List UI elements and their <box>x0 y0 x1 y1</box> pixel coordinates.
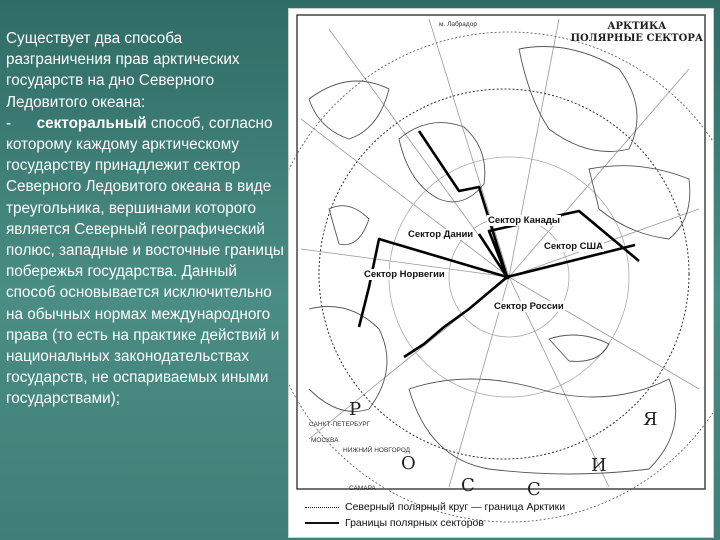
bold-term: секторальный <box>36 114 147 132</box>
letter-o: О <box>401 453 416 474</box>
sector-usa: Сектор США <box>544 241 603 252</box>
bullet-dash: - <box>6 114 12 132</box>
sector-method-paragraph <box>6 113 288 410</box>
place-labrador: м. Лабрадор <box>439 21 477 28</box>
letter-r: Р <box>349 399 362 420</box>
intro-paragraph: Существует два способа разграничения прав арктических государств на дно Северного Ледовитого океана: <box>6 30 240 111</box>
method-description: способ, согласно которому каждому арктическому государству принадлежит сектор Северного Ледовитого океана в виде треугольника, вершинами которого является Северный географический полюс, западные и восточные границы побережья государства. Данный способ основывается исключительно на обычных нормах международного права (то есть на практике действий и национальных законодательствах государств, не оспариваемых иными государствами); <box>6 114 284 408</box>
place-samara: САМАРА <box>349 485 376 492</box>
map-title-main: АРКТИКА <box>607 21 667 32</box>
sector-russia: Сектор России <box>494 301 564 312</box>
map-drawing <box>289 9 713 537</box>
sector-denmark: Сектор Дании <box>408 229 474 240</box>
letter-i: И <box>591 455 607 476</box>
letter-ya: Я <box>643 409 658 430</box>
letter-s2: С <box>527 479 541 500</box>
place-nnovgorod: НИЖНИЙ НОВГОРОД <box>343 447 411 454</box>
legend-circle-text: Северный полярный круг — граница Арктики <box>345 501 566 513</box>
place-moscow: МОСКВА <box>311 437 339 444</box>
legend-sector-borders <box>305 515 565 531</box>
arctic-sector-map <box>288 8 714 538</box>
legend-solid-line <box>305 522 339 524</box>
map-title <box>571 21 703 45</box>
legend-arctic-circle <box>305 499 565 515</box>
legend-borders-text: Границы полярных секторов <box>345 517 484 529</box>
slide-text <box>6 28 288 410</box>
legend-dotted-line <box>305 507 339 508</box>
sector-norway: Сектор Норвегии <box>364 269 445 280</box>
place-spb: САНКТ-ПЕТЕРБУРГ <box>309 421 371 428</box>
north-pole <box>505 275 510 280</box>
map-legend <box>305 499 565 531</box>
map-title-sub: ПОЛЯРНЫЕ СЕКТОРА <box>570 33 703 44</box>
sector-canada: Сектор Канады <box>488 215 561 226</box>
letter-s1: С <box>461 475 475 496</box>
